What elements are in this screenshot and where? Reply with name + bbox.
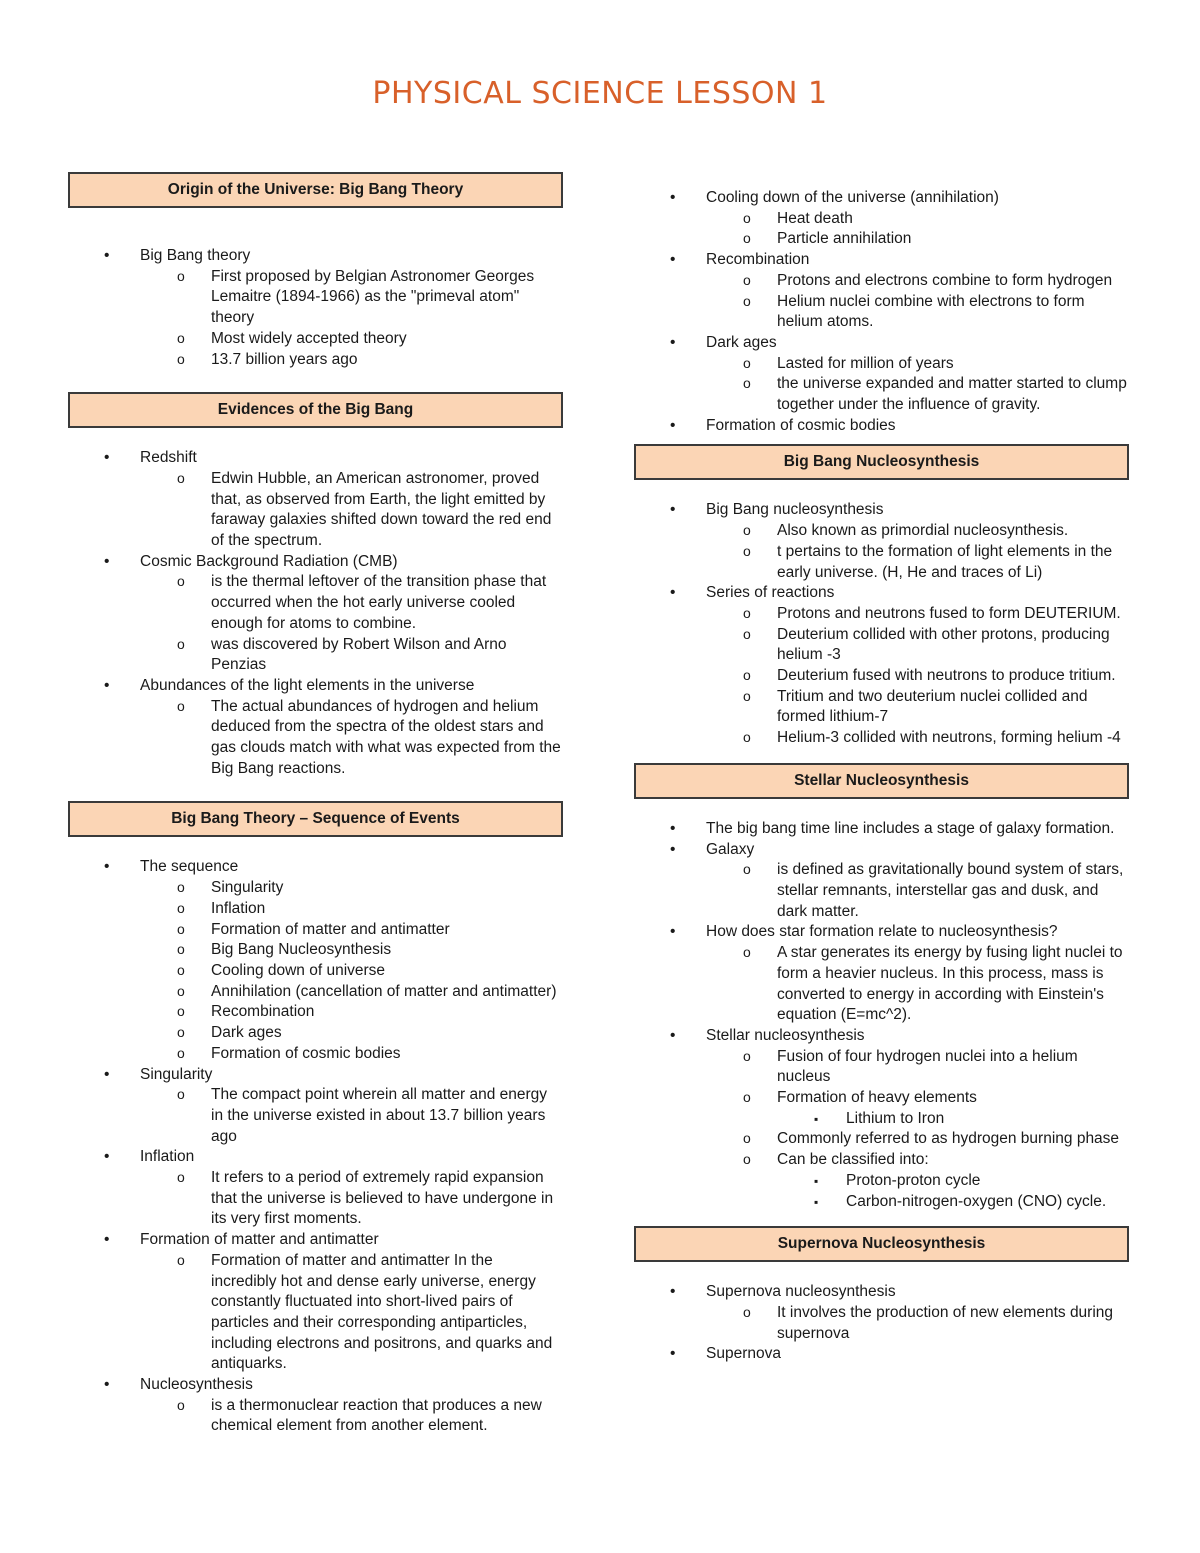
list-item: • Stellar nucleosynthesis (634, 1026, 1134, 1047)
sub-list-item: o First proposed by Belgian Astronomer Georges Lemaitre (1894-1966) as the "primeval atom" theory (68, 267, 568, 329)
sub-list-item: o Dark ages (68, 1023, 568, 1044)
list-item: • Galaxy (634, 840, 1134, 861)
sub-list-item: o Singularity (68, 878, 568, 899)
section-supernova-list (634, 1282, 1134, 1365)
sub-list-item: o Annihilation (cancellation of matter and antimatter) (68, 982, 568, 1003)
sub-list-item: o t pertains to the formation of light elements in the early universe. (H, He and traces of Li) (634, 542, 1134, 583)
section-evidences-list (68, 448, 568, 779)
sub-list-item: o is the thermal leftover of the transition phase that occurred when the hot early universe cooled enough for atoms to combine. (68, 572, 568, 634)
list-item: • The sequence (68, 857, 568, 878)
sub-list-item: o Formation of matter and antimatter (68, 920, 568, 941)
sub-list-item: o is a thermonuclear reaction that produces a new chemical element from another element. (68, 1396, 568, 1437)
section-bb-nucleosynthesis-list (634, 500, 1134, 748)
list-item: • Singularity (68, 1065, 568, 1086)
left-column (68, 172, 568, 1459)
sub-list-item: o Cooling down of universe (68, 961, 568, 982)
list-item: • Nucleosynthesis (68, 1375, 568, 1396)
sub-list-item: o Protons and neutrons fused to form DEUTERIUM. (634, 604, 1134, 625)
section-header-sequence: Big Bang Theory – Sequence of Events (68, 801, 563, 837)
list-item: • The big bang time line includes a stage of galaxy formation. (634, 819, 1134, 840)
list-item: • Formation of matter and antimatter (68, 1230, 568, 1251)
sub-list-item: o Can be classified into: (634, 1150, 1134, 1171)
sub-list-item: o Formation of heavy elements (634, 1088, 1134, 1109)
sub-list-item: o Lasted for million of years (634, 354, 1134, 375)
sub-list-item: o is defined as gravitationally bound system of stars, stellar remnants, interstellar gas and dusk, and dark matter. (634, 860, 1134, 922)
section-origin-list (68, 246, 568, 370)
sub-list-item: o Big Bang Nucleosynthesis (68, 940, 568, 961)
section-stellar-list (634, 819, 1134, 1212)
sub-list-item: o Deuterium collided with other protons, producing helium -3 (634, 625, 1134, 666)
sub-list-item: o The compact point wherein all matter and energy in the universe existed in about 13.7 billion years ago (68, 1085, 568, 1147)
sub-list-item: o Helium-3 collided with neutrons, forming helium -4 (634, 728, 1134, 749)
sub-list-item: o Fusion of four hydrogen nuclei into a helium nucleus (634, 1047, 1134, 1088)
sub-sub-list-item: ▪ Lithium to Iron (634, 1109, 1134, 1130)
sub-list-item: o Helium nuclei combine with electrons to form helium atoms. (634, 292, 1134, 333)
section-header-bb-nucleosynthesis: Big Bang Nucleosynthesis (634, 444, 1129, 480)
sub-list-item: o Also known as primordial nucleosynthesis. (634, 521, 1134, 542)
section-header-origin: Origin of the Universe: Big Bang Theory (68, 172, 563, 208)
sub-list-item: o Formation of matter and antimatter In the incredibly hot and dense early universe, energy constantly fluctuated into short-lived pairs of particles and their corresponding antiparticles, including electrons and positrons, and quarks and antiquarks. (68, 1251, 568, 1375)
sub-list-item: o It refers to a period of extremely rapid expansion that the universe is believed to have undergone in its very first moments. (68, 1168, 568, 1230)
sub-list-item: o Deuterium fused with neutrons to produce tritium. (634, 666, 1134, 687)
sub-list-item: o Inflation (68, 899, 568, 920)
list-item: • Big Bang theory (68, 246, 568, 267)
sub-list-item: o the universe expanded and matter started to clump together under the influence of gravity. (634, 374, 1134, 415)
list-item: • Big Bang nucleosynthesis (634, 500, 1134, 521)
list-item: • Recombination (634, 250, 1134, 271)
section-continued-list (634, 188, 1134, 436)
sub-list-item: o Commonly referred to as hydrogen burning phase (634, 1129, 1134, 1150)
sub-list-item: o Recombination (68, 1002, 568, 1023)
list-item: • Supernova nucleosynthesis (634, 1282, 1134, 1303)
sub-list-item: o Formation of cosmic bodies (68, 1044, 568, 1065)
sub-list-item: o Protons and electrons combine to form hydrogen (634, 271, 1134, 292)
sub-list-item: o Tritium and two deuterium nuclei collided and formed lithium-7 (634, 687, 1134, 728)
list-item: • Formation of cosmic bodies (634, 416, 1134, 437)
list-item: • Abundances of the light elements in the universe (68, 676, 568, 697)
sub-list-item: o Heat death (634, 209, 1134, 230)
list-item: • Dark ages (634, 333, 1134, 354)
sub-list-item: o Particle annihilation (634, 229, 1134, 250)
sub-sub-list-item: ▪ Proton-proton cycle (634, 1171, 1134, 1192)
sub-list-item: o Most widely accepted theory (68, 329, 568, 350)
section-sequence-list (68, 857, 568, 1437)
sub-list-item: o Edwin Hubble, an American astronomer, proved that, as observed from Earth, the light emitted by faraway galaxies shifted down toward the red end of the spectrum. (68, 469, 568, 552)
list-item: • Cooling down of the universe (annihilation) (634, 188, 1134, 209)
list-item: • How does star formation relate to nucleosynthesis? (634, 922, 1134, 943)
sub-list-item: o A star generates its energy by fusing light nuclei to form a heavier nucleus. In this process, mass is converted to energy in according with Einstein's equation (E=mc^2). (634, 943, 1134, 1026)
sub-list-item: o It involves the production of new elements during supernova (634, 1303, 1134, 1344)
section-header-evidences: Evidences of the Big Bang (68, 392, 563, 428)
list-item: • Inflation (68, 1147, 568, 1168)
page-title: PHYSICAL SCIENCE LESSON 1 (372, 76, 828, 111)
section-header-stellar: Stellar Nucleosynthesis (634, 763, 1129, 799)
list-item: • Supernova (634, 1344, 1134, 1365)
list-item: • Redshift (68, 448, 568, 469)
sub-list-item: o The actual abundances of hydrogen and helium deduced from the spectra of the oldest stars and gas clouds match with what was expected from the Big Bang reactions. (68, 697, 568, 780)
right-column (634, 188, 1134, 1387)
list-item: • Cosmic Background Radiation (CMB) (68, 552, 568, 573)
sub-list-item: o 13.7 billion years ago (68, 350, 568, 371)
sub-sub-list-item: ▪ Carbon-nitrogen-oxygen (CNO) cycle. (634, 1192, 1134, 1213)
sub-list-item: o was discovered by Robert Wilson and Arno Penzias (68, 635, 568, 676)
section-header-supernova: Supernova Nucleosynthesis (634, 1226, 1129, 1262)
list-item: • Series of reactions (634, 583, 1134, 604)
